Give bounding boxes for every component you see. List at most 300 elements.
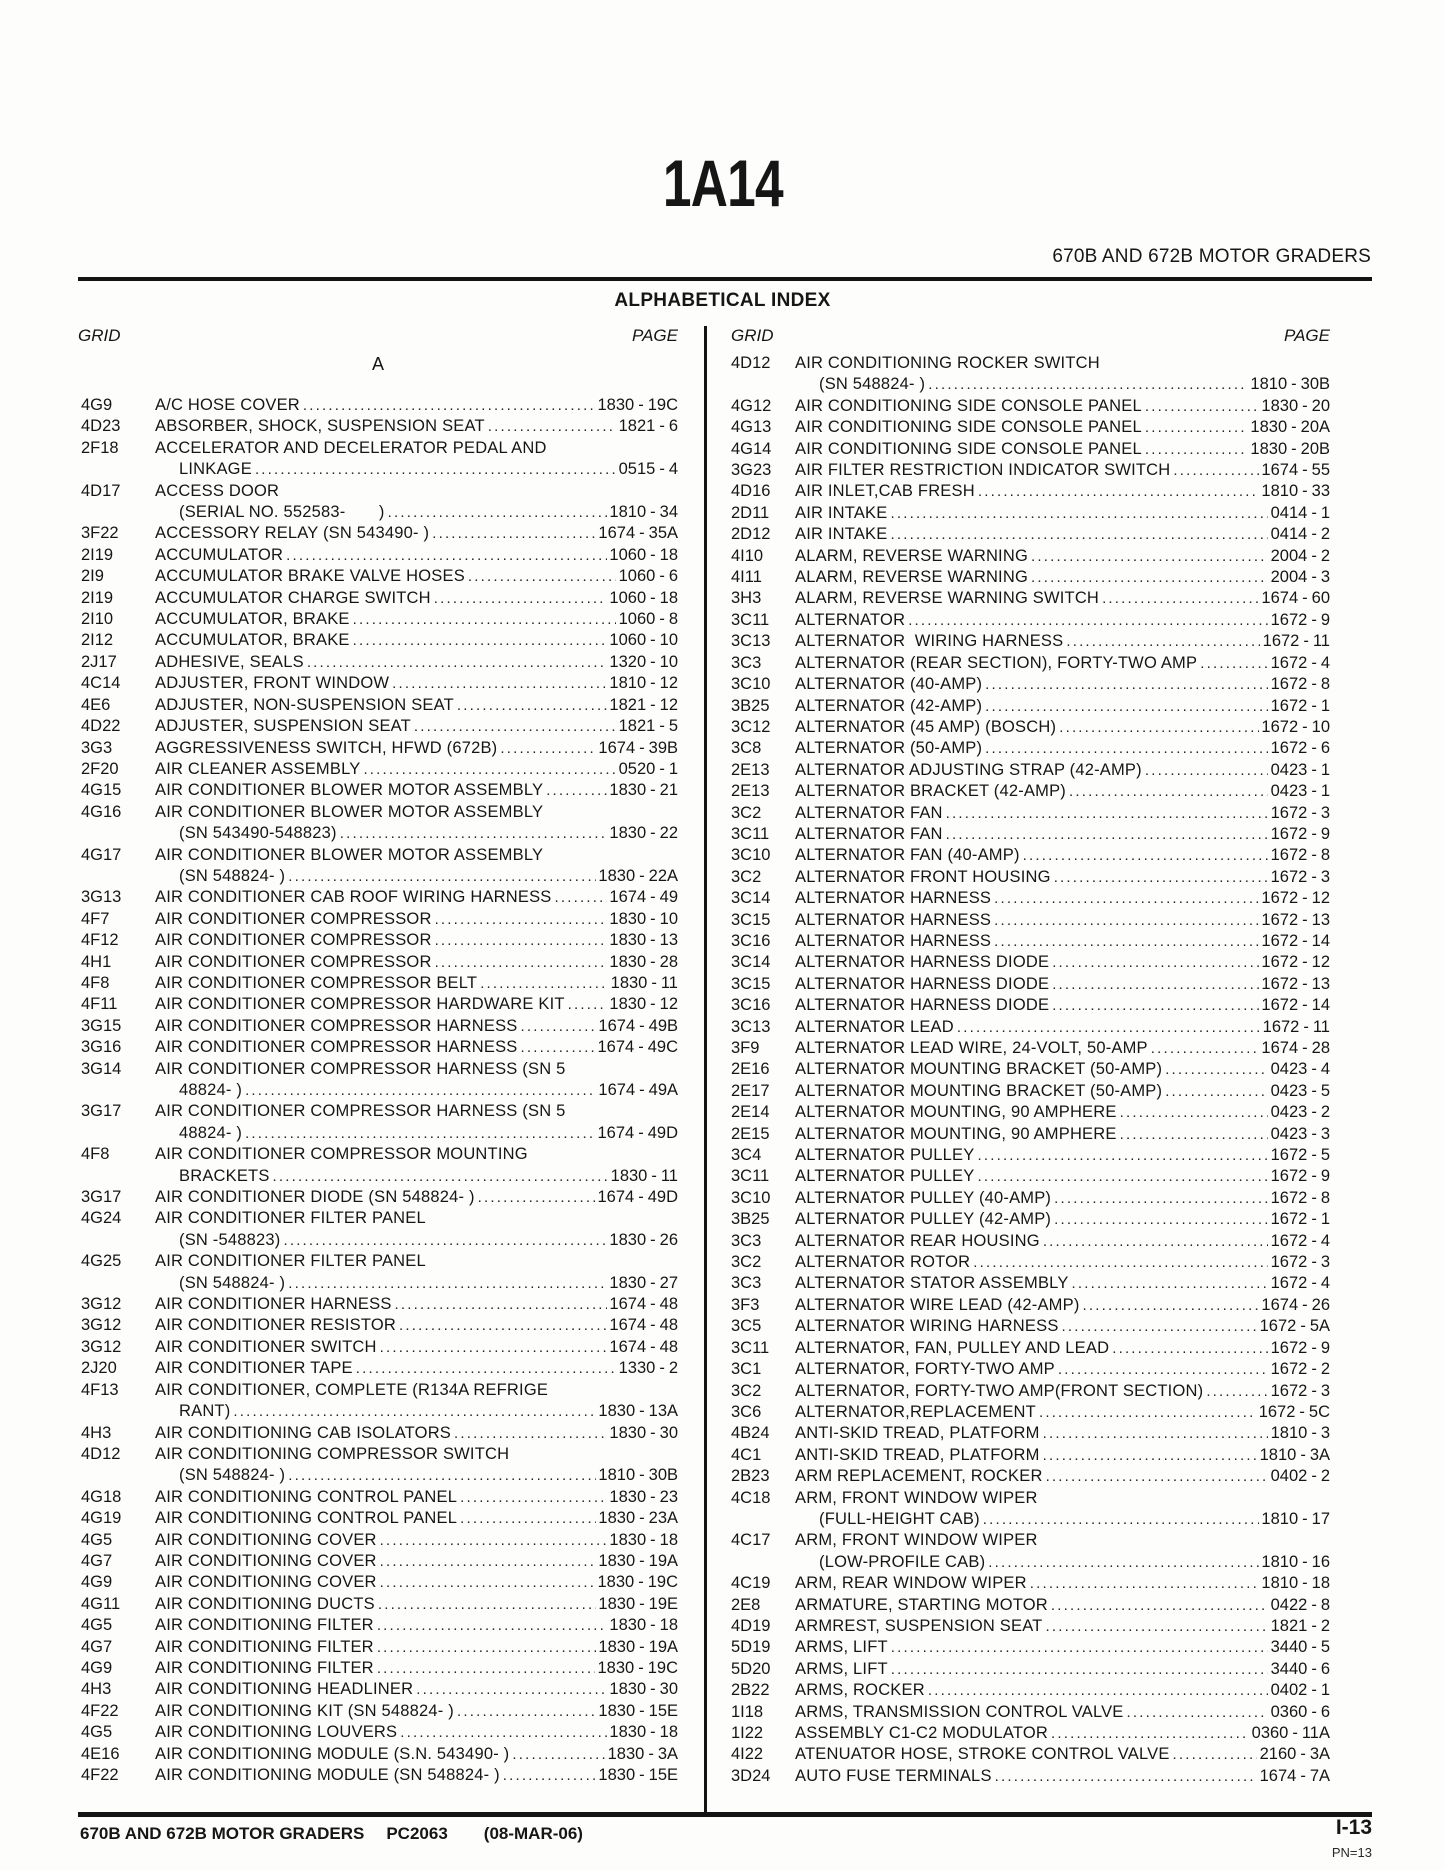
index-entry-line xyxy=(723,1509,1330,1530)
dot-leader xyxy=(431,588,607,609)
page-reference: 1320 - 10 xyxy=(609,652,678,671)
entry-description: AIR INTAKE xyxy=(795,525,888,544)
grid-code: 3C10 xyxy=(731,675,771,694)
page-reference: 1830 - 12 xyxy=(609,995,678,1014)
dot-leader xyxy=(974,1166,1268,1187)
page-reference: 1830 - 10 xyxy=(609,909,678,928)
entry-description: AIR CONDITIONER COMPRESSOR HARNESS xyxy=(155,1038,518,1057)
grid-code: 3C14 xyxy=(731,953,771,972)
grid-code: 4H1 xyxy=(81,952,112,971)
dot-leader xyxy=(1063,631,1260,652)
dot-leader xyxy=(991,910,1259,931)
entry-description: ARM, FRONT WINDOW WIPER xyxy=(795,1488,1038,1507)
grid-code: 3G13 xyxy=(81,888,122,907)
entry-description: AIR CONDITIONING COMPRESSOR SWITCH xyxy=(155,1444,510,1463)
index-entry-line xyxy=(723,503,1330,524)
index-entry-line xyxy=(723,1466,1330,1487)
index-entry-line xyxy=(723,952,1330,973)
entry-description: LINKAGE xyxy=(179,460,252,479)
entry-description: ADJUSTER, NON-SUSPENSION SEAT xyxy=(155,695,454,714)
dot-leader xyxy=(385,502,608,523)
dot-leader xyxy=(396,1315,607,1336)
entry-description: ALTERNATOR PULLEY xyxy=(795,1146,975,1165)
footer-pn: PN=13 xyxy=(1331,1845,1372,1860)
index-entry-line xyxy=(723,1616,1330,1637)
page-reference: 1672 - 6 xyxy=(1270,739,1330,758)
page-reference: 1672 - 1 xyxy=(1270,1210,1330,1229)
grid-code: 3C11 xyxy=(731,1338,770,1357)
dot-leader xyxy=(1048,1595,1268,1616)
grid-code: 3G14 xyxy=(81,1059,122,1078)
index-entry-line xyxy=(723,1338,1330,1359)
entry-description: AIR CONDITIONING CAB ISOLATORS xyxy=(155,1423,452,1442)
index-entry-line xyxy=(78,1444,678,1465)
entry-description: ALTERNATOR ROTOR xyxy=(795,1253,971,1272)
page-reference: 1830 - 19A xyxy=(598,1551,678,1570)
entry-description: AIR CONDITIONING MODULE (SN 548824- ) xyxy=(155,1766,500,1784)
dot-leader xyxy=(389,673,607,694)
dot-leader xyxy=(888,1637,1269,1658)
page-reference: 1672 - 2 xyxy=(1270,1360,1330,1379)
page-reference: 1672 - 11 xyxy=(1262,632,1330,651)
page-reference: 0414 - 2 xyxy=(1270,525,1330,544)
section-letter: A xyxy=(371,354,384,374)
dot-leader xyxy=(991,931,1259,952)
grid-code: 4D22 xyxy=(81,717,121,736)
entry-description: (SN 543490-548823) xyxy=(179,824,337,843)
index-entry-line xyxy=(78,416,678,437)
index-entry-line xyxy=(723,374,1330,395)
entry-description: (SN 548824- ) xyxy=(819,375,926,394)
grid-code: 4G17 xyxy=(81,845,122,864)
index-entry-line xyxy=(78,1123,678,1144)
grid-code: 3G12 xyxy=(81,1337,122,1356)
entry-description: ANTI-SKID TREAD, PLATFORM xyxy=(795,1445,1040,1464)
grid-code: 2I19 xyxy=(81,545,114,564)
index-entry-line xyxy=(78,1701,678,1722)
grid-code: 3C12 xyxy=(731,717,771,736)
index-entry-line xyxy=(723,1637,1330,1658)
entry-description: A/C HOSE COVER xyxy=(155,396,300,414)
entry-description: ALTERNATOR MOUNTING BRACKET (50-AMP) xyxy=(795,1081,1163,1100)
entry-description: ADHESIVE, SEALS xyxy=(155,652,304,671)
page-reference: 1821 - 6 xyxy=(618,417,678,436)
dot-leader xyxy=(374,1637,596,1658)
entry-description: ALTERNATOR (45 AMP) (BOSCH) xyxy=(795,717,1057,736)
page-reference: 1674 - 49B xyxy=(598,1016,678,1035)
dot-leader xyxy=(1049,952,1259,973)
page-reference: 0515 - 4 xyxy=(618,460,678,479)
page-reference: 1672 - 3 xyxy=(1270,1381,1330,1400)
page-reference: 1674 - 48 xyxy=(609,1295,678,1314)
dot-leader xyxy=(1051,1188,1268,1209)
entry-description: ALTERNATOR, FORTY-TWO AMP xyxy=(795,1360,1055,1379)
entry-description: ALTERNATOR HARNESS xyxy=(795,889,992,908)
entry-description: AIR CONDITIONING HEADLINER xyxy=(155,1680,414,1699)
dot-leader xyxy=(975,481,1259,502)
index-entry-line xyxy=(723,910,1330,931)
page-reference: 1672 - 1 xyxy=(1270,696,1330,715)
index-entry-line xyxy=(723,1059,1330,1080)
grid-code: 3G15 xyxy=(81,1016,122,1035)
index-entry-line xyxy=(723,1038,1330,1059)
dot-leader xyxy=(925,374,1248,395)
index-entry-line xyxy=(78,1016,678,1037)
dot-leader xyxy=(1020,845,1269,866)
page-reference: 1674 - 35A xyxy=(598,524,678,543)
page-reference: 1672 - 4 xyxy=(1270,1274,1330,1293)
index-entry-line xyxy=(723,1445,1330,1466)
index-entry-line xyxy=(78,1059,678,1080)
dot-leader xyxy=(1170,1744,1258,1765)
dot-leader xyxy=(970,1252,1268,1273)
index-entry-line xyxy=(723,1209,1330,1230)
entry-description: ALTERNATOR WIRING HARNESS xyxy=(795,632,1064,651)
index-entry-line xyxy=(78,1423,678,1444)
index-entry-line xyxy=(78,1679,678,1700)
grid-code: 4G11 xyxy=(81,1594,121,1613)
index-entry-line xyxy=(723,1102,1330,1123)
page-reference: 1060 - 6 xyxy=(618,567,678,586)
grid-code: 3C3 xyxy=(731,1231,762,1250)
index-entry-line xyxy=(78,759,678,780)
dot-leader xyxy=(454,695,607,716)
page-reference: 1821 - 2 xyxy=(1270,1616,1330,1635)
grid-code: 4G7 xyxy=(81,1551,113,1570)
index-entry-line xyxy=(78,1401,678,1422)
index-entry-line xyxy=(78,630,678,651)
dot-leader xyxy=(1080,1295,1260,1316)
grid-code: 3C13 xyxy=(731,632,771,651)
grid-code: 5D19 xyxy=(731,1638,771,1657)
entry-description: ALTERNATOR, FORTY-TWO AMP(FRONT SECTION) xyxy=(795,1381,1204,1400)
dot-leader xyxy=(432,930,608,951)
grid-code: 4G5 xyxy=(81,1530,113,1549)
page-reference: 3440 - 6 xyxy=(1270,1659,1330,1678)
entry-description: AIR CONDITIONING FILTER xyxy=(155,1616,374,1635)
entry-description: ACCUMULATOR BRAKE VALVE HOSES xyxy=(155,567,465,586)
dot-leader xyxy=(887,503,1268,524)
page-reference: 1672 - 4 xyxy=(1270,653,1330,672)
dot-leader xyxy=(543,780,607,801)
grid-code: 3C5 xyxy=(731,1317,762,1336)
dot-leader xyxy=(1203,1381,1268,1402)
dot-leader xyxy=(270,1166,609,1187)
entry-description: AIR CONDITIONER DIODE (SN 548824- ) xyxy=(155,1188,475,1207)
index-entry-line xyxy=(78,523,678,544)
page-reference: 0423 - 5 xyxy=(1270,1081,1330,1100)
index-entry-line xyxy=(78,1594,678,1615)
entry-description: ALTERNATOR FAN xyxy=(795,803,943,822)
page-reference: 1810 - 3A xyxy=(1259,1445,1330,1464)
entry-description: ALTERNATOR REAR HOUSING xyxy=(795,1231,1040,1250)
page-reference: 1810 - 17 xyxy=(1261,1509,1330,1528)
index-entry-line xyxy=(723,1081,1330,1102)
index-entry-line xyxy=(723,1145,1330,1166)
grid-code: 2E13 xyxy=(731,760,770,779)
entry-description: ARM, REAR WINDOW WIPER xyxy=(795,1574,1027,1593)
page-reference: 1830 - 15E xyxy=(598,1701,678,1720)
index-entry-line xyxy=(723,1188,1330,1209)
dot-leader xyxy=(451,1423,607,1444)
index-entry-line xyxy=(723,610,1330,631)
dot-leader xyxy=(980,1509,1259,1530)
page-reference: 1674 - 48 xyxy=(609,1316,678,1335)
dot-leader xyxy=(982,674,1268,695)
page-reference: 1830 - 27 xyxy=(609,1273,678,1292)
index-entry-line xyxy=(723,524,1330,545)
index-entry-line xyxy=(723,1124,1330,1145)
grid-code: 3C15 xyxy=(731,910,771,929)
dot-leader xyxy=(992,1766,1258,1787)
entry-description: ACCUMULATOR, BRAKE xyxy=(155,631,350,650)
index-entry-line xyxy=(78,1101,678,1122)
entry-description: AIR CONDITIONING SIDE CONSOLE PANEL xyxy=(795,439,1142,458)
grid-code: 4E16 xyxy=(81,1744,120,1763)
grid-code: 2J17 xyxy=(81,652,117,671)
grid-code: 4D12 xyxy=(731,354,771,372)
dot-leader xyxy=(943,824,1269,845)
index-entry-line xyxy=(723,481,1330,502)
index-entry-line xyxy=(723,845,1330,866)
page-reference: 1830 - 23 xyxy=(609,1487,678,1506)
entry-description: ARMS, LIFT xyxy=(795,1638,888,1657)
index-entry-line xyxy=(723,460,1330,481)
dot-leader xyxy=(242,1123,595,1144)
dot-leader xyxy=(1028,567,1268,588)
dot-leader xyxy=(413,1679,607,1700)
entry-description: ALTERNATOR (REAR SECTION), FORTY-TWO AMP xyxy=(795,653,1198,672)
entry-description: AIR CONDITIONING KIT (SN 548824- ) xyxy=(155,1701,454,1720)
grid-code: 2D11 xyxy=(731,503,770,522)
section-code: 1A14 xyxy=(662,146,783,220)
dot-leader xyxy=(350,609,617,630)
index-entry-line xyxy=(723,931,1330,952)
page-reference: 1672 - 13 xyxy=(1261,910,1330,929)
entry-description: AIR CONDITIONER TAPE xyxy=(155,1359,353,1378)
entry-description: 48824- ) xyxy=(179,1123,243,1142)
entry-description: ACCUMULATOR xyxy=(155,545,284,564)
entry-description: ATENUATOR HOSE, STROKE CONTROL VALVE xyxy=(795,1745,1170,1764)
grid-code: 2I19 xyxy=(81,588,114,607)
page-reference: 1672 - 8 xyxy=(1270,675,1330,694)
dot-leader xyxy=(887,524,1268,545)
entry-description: AIR CONDITIONER COMPRESSOR HARDWARE KIT xyxy=(155,995,565,1014)
entry-description: ALTERNATOR HARNESS DIODE xyxy=(795,996,1050,1015)
page-reference: 1672 - 3 xyxy=(1270,867,1330,886)
entry-description: ALTERNATOR FAN (40-AMP) xyxy=(795,846,1020,865)
entry-description: ADJUSTER, FRONT WINDOW xyxy=(155,674,390,693)
dot-leader xyxy=(429,523,596,544)
entry-description: AIR CONDITIONER FILTER PANEL xyxy=(155,1252,426,1271)
entry-description: ALTERNATOR (40-AMP) xyxy=(795,675,983,694)
index-entry-line xyxy=(723,824,1330,845)
dot-leader xyxy=(337,823,607,844)
dot-leader xyxy=(304,652,607,673)
grid-code: 3G17 xyxy=(81,1102,122,1121)
page-reference: 1674 - 49A xyxy=(598,1081,678,1099)
page-reference: 1672 - 4 xyxy=(1270,1231,1330,1250)
grid-code: 4G13 xyxy=(731,418,772,437)
entry-description: AIR CONDITIONER COMPRESSOR xyxy=(155,952,432,971)
entry-description: AIR CONDITIONING SIDE CONSOLE PANEL xyxy=(795,418,1142,437)
grid-code: 2F18 xyxy=(81,438,119,457)
page-reference: 1830 - 19C xyxy=(597,1573,678,1592)
entry-description: 48824- ) xyxy=(179,1081,243,1099)
left-column xyxy=(78,326,678,1812)
entry-description: AIR INTAKE xyxy=(795,503,888,522)
entry-description: ANTI-SKID TREAD, PLATFORM xyxy=(795,1424,1040,1443)
dot-leader xyxy=(974,1145,1268,1166)
dot-leader xyxy=(565,994,608,1015)
column-header xyxy=(78,326,678,348)
grid-code: 4F12 xyxy=(81,931,119,950)
dot-leader xyxy=(374,1615,607,1636)
grid-code: 3C3 xyxy=(731,1274,762,1293)
grid-code: 3C13 xyxy=(731,1017,771,1036)
dot-leader xyxy=(1099,588,1259,609)
page-reference: 1674 - 28 xyxy=(1261,1039,1330,1057)
entry-description: ALTERNATOR WIRING HARNESS xyxy=(795,1317,1059,1336)
index-entry-line xyxy=(723,974,1330,995)
grid-code: 3G12 xyxy=(81,1295,122,1314)
dot-leader xyxy=(397,1722,607,1743)
dot-leader xyxy=(518,1037,596,1058)
page-reference: 0423 - 1 xyxy=(1270,760,1330,779)
index-entry-line xyxy=(723,867,1330,888)
page-reference: 1830 - 22 xyxy=(609,824,678,843)
page-reference: 1674 - 39B xyxy=(598,738,678,757)
index-entry-line xyxy=(78,1380,678,1401)
dot-leader xyxy=(392,1294,608,1315)
grid-code: 2I12 xyxy=(81,631,114,650)
index-entry-line xyxy=(723,738,1330,759)
index-entry-line xyxy=(723,760,1330,781)
grid-column-label: GRID xyxy=(78,326,121,345)
grid-code: 4C17 xyxy=(731,1531,771,1550)
entry-description: ALTERNATOR HARNESS DIODE xyxy=(795,974,1050,993)
entry-description: AIR CONDITIONER COMPRESSOR xyxy=(155,909,432,928)
grid-code: 4G9 xyxy=(81,396,113,414)
footer-date: (08-MAR-06) xyxy=(483,1824,583,1843)
page-reference: 1060 - 18 xyxy=(609,545,678,564)
grid-code: 3G3 xyxy=(81,738,113,757)
index-entry-line xyxy=(723,995,1330,1016)
entry-description: ALTERNATOR xyxy=(795,610,906,629)
page-reference: 0360 - 6 xyxy=(1270,1702,1330,1721)
dot-leader xyxy=(985,1552,1259,1573)
entry-description: AIR INLET,CAB FRESH xyxy=(795,482,975,501)
entry-description: AIR CONDITIONING COVER xyxy=(155,1573,377,1592)
grid-code: 3F9 xyxy=(731,1039,760,1057)
index-entry-line xyxy=(78,1294,678,1315)
grid-code: 3B25 xyxy=(731,696,770,715)
grid-code: 4G5 xyxy=(81,1616,113,1635)
dot-leader xyxy=(1051,1209,1268,1230)
page-column-label: PAGE xyxy=(1284,326,1330,345)
entry-description: ARMREST, SUSPENSION SEAT xyxy=(795,1616,1043,1635)
page-reference: 1672 - 10 xyxy=(1261,717,1330,736)
entry-description: (SN -548823) xyxy=(179,1230,281,1249)
grid-code: 3C16 xyxy=(731,931,771,950)
page-reference: 1821 - 5 xyxy=(618,717,678,736)
page-reference: 0423 - 4 xyxy=(1270,1060,1330,1079)
index-entry-line xyxy=(78,823,678,844)
dot-leader xyxy=(1059,1316,1258,1337)
footer xyxy=(80,1824,583,1844)
page-reference: 1672 - 8 xyxy=(1270,1188,1330,1207)
dot-leader xyxy=(1142,417,1248,438)
grid-code: 4F11 xyxy=(81,995,118,1014)
entry-description: AIR CONDITIONER BLOWER MOTOR ASSEMBLY xyxy=(155,802,544,821)
index-entry-line xyxy=(78,994,678,1015)
grid-code: 2I9 xyxy=(81,567,104,586)
index-entry-line xyxy=(78,1080,678,1101)
entry-description: ALTERNATOR (50-AMP) xyxy=(795,739,983,758)
page-reference: 1830 - 18 xyxy=(609,1530,678,1549)
dot-leader xyxy=(943,803,1269,824)
index-entry-line xyxy=(723,1166,1330,1187)
index-entry-line xyxy=(723,674,1330,695)
grid-code: 4F8 xyxy=(81,1145,110,1164)
page-reference: 2160 - 3A xyxy=(1259,1745,1330,1764)
index-entry-line xyxy=(723,1252,1330,1273)
entry-description: AIR CONDITIONING SIDE CONSOLE PANEL xyxy=(795,396,1142,415)
grid-code: 4I10 xyxy=(731,546,764,565)
grid-code: 4I22 xyxy=(731,1745,764,1764)
index-entry-line xyxy=(78,1658,678,1679)
index-entry-line xyxy=(78,1765,678,1786)
entry-description: ALTERNATOR FRONT HOUSING xyxy=(795,867,1051,886)
page-reference: 1830 - 19A xyxy=(598,1637,678,1656)
dot-leader xyxy=(1069,1273,1269,1294)
dot-leader xyxy=(552,887,608,908)
index-entry-line xyxy=(723,631,1330,652)
grid-code: 2F20 xyxy=(81,759,119,778)
page-reference: 1810 - 33 xyxy=(1261,482,1330,501)
index-entry-line xyxy=(78,952,678,973)
index-entry-line xyxy=(78,780,678,801)
grid-code: 2E14 xyxy=(731,1103,770,1122)
entry-description: ALARM, REVERSE WARNING xyxy=(795,546,1028,565)
page-reference: 0423 - 2 xyxy=(1270,1103,1330,1122)
entry-description: ALTERNATOR ADJUSTING STRAP (42-AMP) xyxy=(795,760,1142,779)
entry-description: AIR CONDITIONER SWITCH xyxy=(155,1337,377,1356)
page-reference: 1830 - 11 xyxy=(610,1166,678,1185)
dot-leader xyxy=(285,866,596,887)
index-entry-line xyxy=(78,1530,678,1551)
index-entry-line xyxy=(78,1208,678,1229)
dot-leader xyxy=(377,1530,607,1551)
entry-description: ARMS, TRANSMISSION CONTROL VALVE xyxy=(795,1702,1124,1721)
dot-leader xyxy=(982,738,1268,759)
entry-description: AIR CONDITIONING COVER xyxy=(155,1530,377,1549)
page-reference: 1672 - 13 xyxy=(1261,974,1330,993)
grid-code: 3D24 xyxy=(731,1766,771,1785)
dot-leader xyxy=(300,395,595,416)
entry-description: ARMATURE, STARTING MOTOR xyxy=(795,1595,1048,1614)
grid-code: 4I11 xyxy=(731,568,762,587)
page-reference: 3440 - 5 xyxy=(1270,1638,1330,1657)
dot-leader xyxy=(1124,1702,1269,1723)
page-reference: 1672 - 12 xyxy=(1261,889,1330,908)
dot-leader xyxy=(500,1765,596,1786)
index-entry-line xyxy=(78,695,678,716)
index-columns xyxy=(78,326,1372,1812)
grid-code: 3C10 xyxy=(731,1188,771,1207)
index-entry-line xyxy=(723,1659,1330,1680)
index-entry-line xyxy=(723,1702,1330,1723)
